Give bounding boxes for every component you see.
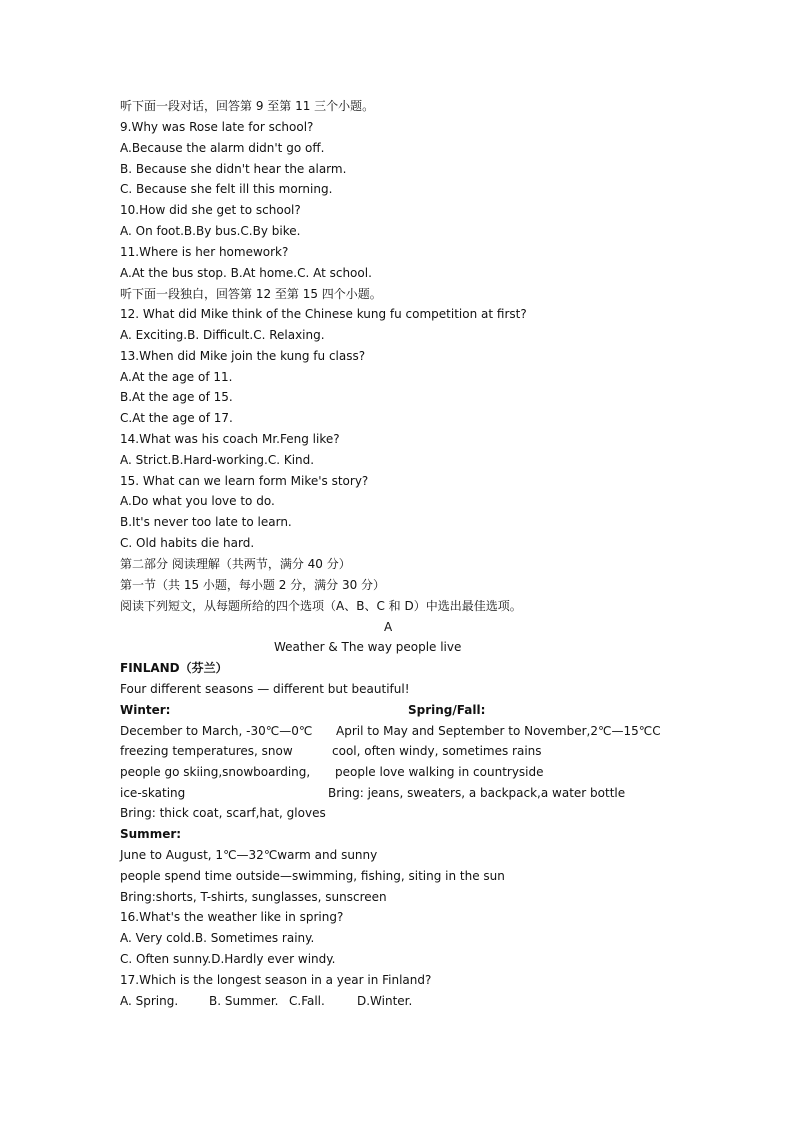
winter-activities: people go skiing,snowboarding,: [120, 765, 311, 779]
passage-letter: A: [384, 620, 393, 634]
q15-option-b: B.It's never too late to learn.: [120, 515, 292, 529]
summer-activities: people spend time outside—swimming, fishing, siting in the sun: [120, 869, 505, 883]
monologue-instruction: 听下面一段独白，回答第 12 至第 15 四个小题。: [120, 287, 382, 301]
question-14: 14.What was his coach Mr.Feng like?: [120, 432, 340, 446]
question-15: 15. What can we learn form Mike's story?: [120, 474, 369, 488]
q15-option-c: C. Old habits die hard.: [120, 536, 255, 550]
springfall-bring: Bring: jeans, sweaters, a backpack,a water bottle: [328, 786, 626, 800]
reading-instruction: 阅读下列短文，从每题所给的四个选项（A、B、C 和 D）中选出最佳选项。: [120, 599, 522, 613]
question-9: 9.Why was Rose late for school?: [120, 120, 314, 134]
country-heading: FINLAND（芬兰）: [120, 661, 228, 675]
q13-option-a: A.At the age of 11.: [120, 370, 233, 384]
question-12: 12. What did Mike think of the Chinese kung fu competition at first?: [120, 307, 527, 321]
question-13: 13.When did Mike join the kung fu class?: [120, 349, 366, 363]
q17-option-a: A. Spring.: [120, 994, 179, 1008]
section1-heading: 第一节（共 15 小题，每小题 2 分，满分 30 分）: [120, 578, 386, 592]
q14-options: A. Strict.B.Hard-working.C. Kind.: [120, 453, 315, 467]
springfall-activities: people love walking in countryside: [335, 765, 544, 779]
question-17: 17.Which is the longest season in a year in Finland?: [120, 973, 432, 987]
dialogue-instruction: 听下面一段对话，回答第 9 至第 11 三个小题。: [120, 99, 375, 113]
springfall-weather: cool, often windy, sometimes rains: [332, 744, 542, 758]
winter-activities-cont: ice-skating: [120, 786, 186, 800]
q17-option-d: D.Winter.: [357, 994, 413, 1008]
q11-options: A.At the bus stop. B.At home.C. At school.: [120, 266, 372, 280]
part2-heading: 第二部分 阅读理解（共两节，满分 40 分）: [120, 557, 351, 571]
q12-options: A. Exciting.B. Difficult.C. Relaxing.: [120, 328, 325, 342]
q9-option-c: C. Because she felt ill this morning.: [120, 182, 333, 196]
springfall-label: Spring/Fall:: [408, 703, 486, 717]
q17-option-b: B. Summer.: [209, 994, 279, 1008]
springfall-dates: April to May and September to November,2℃—15℃C: [336, 724, 661, 738]
q9-option-b: B. Because she didn't hear the alarm.: [120, 162, 347, 176]
q13-option-c: C.At the age of 17.: [120, 411, 233, 425]
q15-option-a: A.Do what you love to do.: [120, 494, 275, 508]
winter-label: Winter:: [120, 703, 171, 717]
winter-bring: Bring: thick coat, scarf,hat, gloves: [120, 806, 326, 820]
q9-option-a: A.Because the alarm didn't go off.: [120, 141, 325, 155]
passage-title: Weather & The way people live: [274, 640, 462, 654]
summer-label: Summer:: [120, 827, 182, 841]
summer-dates: June to August, 1℃—32℃warm and sunny: [120, 848, 378, 862]
question-16: 16.What's the weather like in spring?: [120, 910, 344, 924]
tagline: Four different seasons — different but beautiful!: [120, 682, 410, 696]
q16-options-ab: A. Very cold.B. Sometimes rainy.: [120, 931, 315, 945]
winter-dates: December to March, -30℃—0℃: [120, 724, 313, 738]
winter-weather: freezing temperatures, snow: [120, 744, 293, 758]
summer-bring: Bring:shorts, T-shirts, sunglasses, sunscreen: [120, 890, 387, 904]
question-10: 10.How did she get to school?: [120, 203, 301, 217]
q13-option-b: B.At the age of 15.: [120, 390, 233, 404]
q10-options: A. On foot.B.By bus.C.By bike.: [120, 224, 301, 238]
q16-options-cd: C. Often sunny.D.Hardly ever windy.: [120, 952, 336, 966]
q17-option-c: C.Fall.: [289, 994, 325, 1008]
question-11: 11.Where is her homework?: [120, 245, 289, 259]
